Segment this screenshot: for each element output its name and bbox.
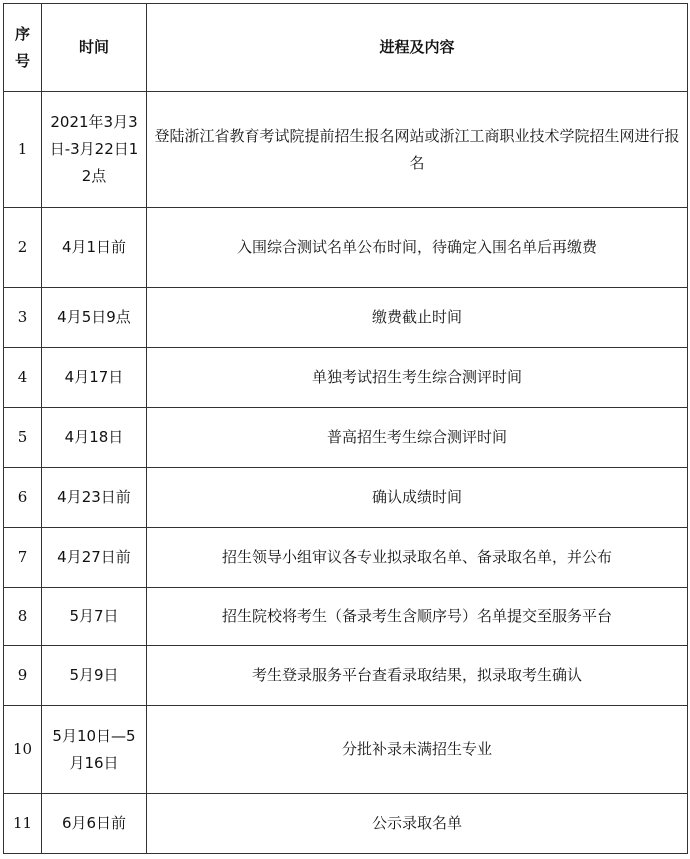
table-row — [4, 528, 688, 588]
row-time: 5月7日 — [42, 588, 147, 646]
table-row — [4, 646, 688, 706]
row-content: 普高招生考生综合测评时间 — [147, 408, 688, 468]
header-time: 时间 — [42, 4, 147, 92]
row-seq: 2 — [4, 208, 42, 288]
row-seq: 4 — [4, 348, 42, 408]
row-time: 4月27日前 — [42, 528, 147, 588]
row-content: 缴费截止时间 — [147, 288, 688, 348]
table-row — [4, 348, 688, 408]
row-content: 考生登录服务平台查看录取结果，拟录取考生确认 — [147, 646, 688, 706]
table-row — [4, 408, 688, 468]
row-seq: 10 — [4, 706, 42, 794]
row-content: 招生领导小组审议各专业拟录取名单、备录取名单，并公布 — [147, 528, 688, 588]
row-seq: 7 — [4, 528, 42, 588]
row-content: 分批补录未满招生专业 — [147, 706, 688, 794]
row-seq: 9 — [4, 646, 42, 706]
row-time: 4月18日 — [42, 408, 147, 468]
row-time: 4月1日前 — [42, 208, 147, 288]
row-time: 4月5日9点 — [42, 288, 147, 348]
header-content: 进程及内容 — [147, 4, 688, 92]
row-time: 4月23日前 — [42, 468, 147, 528]
table-row — [4, 92, 688, 208]
header-row — [4, 4, 688, 92]
table-row — [4, 288, 688, 348]
row-time: 5月10日—5月16日 — [42, 706, 147, 794]
table-row — [4, 588, 688, 646]
row-time: 2021年3月3日-3月22日12点 — [42, 92, 147, 208]
table-row — [4, 794, 688, 854]
row-content: 招生院校将考生（备录考生含顺序号）名单提交至服务平台 — [147, 588, 688, 646]
header-seq: 序号 — [4, 4, 42, 92]
row-content: 单独考试招生考生综合测评时间 — [147, 348, 688, 408]
row-time: 5月9日 — [42, 646, 147, 706]
row-seq: 6 — [4, 468, 42, 528]
row-time: 6月6日前 — [42, 794, 147, 854]
row-seq: 8 — [4, 588, 42, 646]
table-row — [4, 706, 688, 794]
row-seq: 11 — [4, 794, 42, 854]
row-seq: 5 — [4, 408, 42, 468]
table-row — [4, 208, 688, 288]
row-content: 入围综合测试名单公布时间，待确定入围名单后再缴费 — [147, 208, 688, 288]
row-content: 登陆浙江省教育考试院提前招生报名网站或浙江工商职业技术学院招生网进行报名 — [147, 92, 688, 208]
table-row — [4, 468, 688, 528]
row-content: 确认成绩时间 — [147, 468, 688, 528]
row-time: 4月17日 — [42, 348, 147, 408]
row-content: 公示录取名单 — [147, 794, 688, 854]
schedule-table — [3, 3, 688, 854]
row-seq: 1 — [4, 92, 42, 208]
row-seq: 3 — [4, 288, 42, 348]
